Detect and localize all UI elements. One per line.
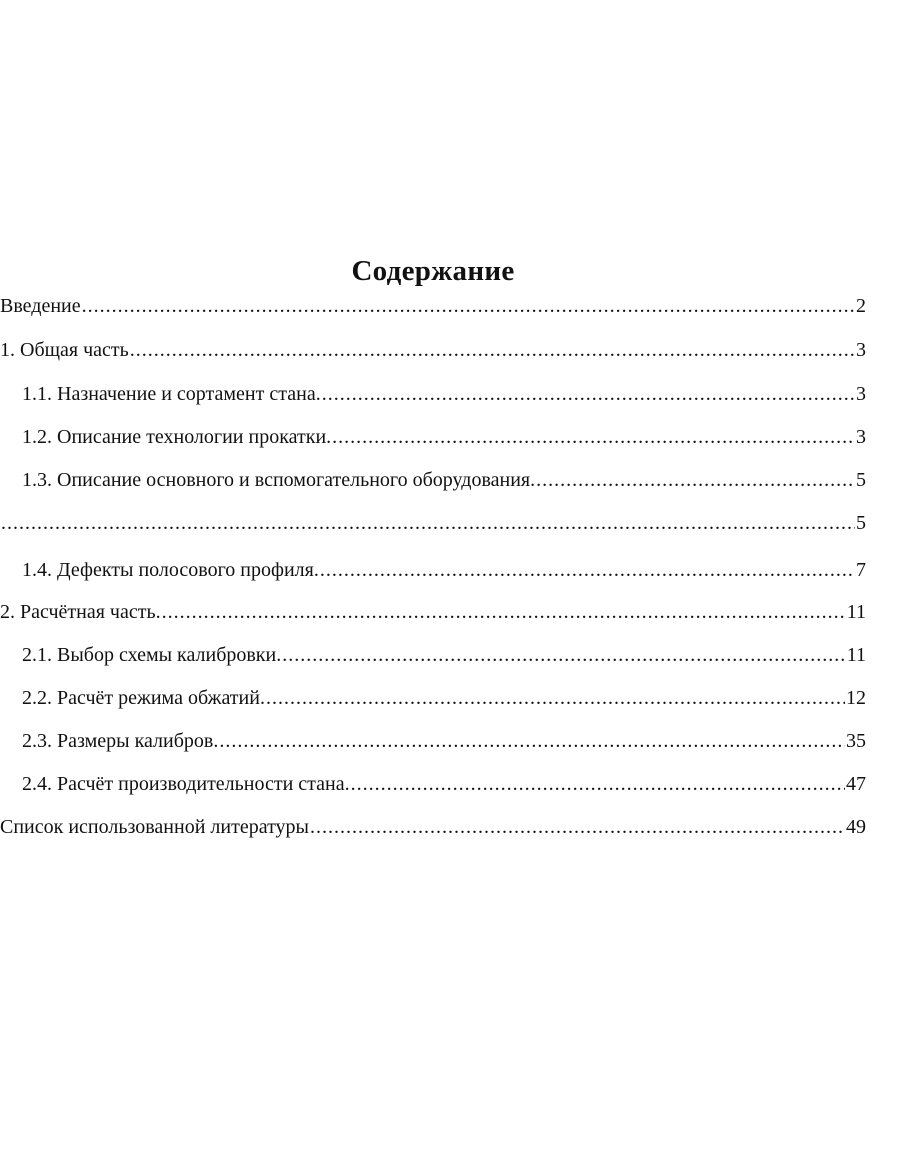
toc-page-number: 3 — [856, 383, 866, 405]
toc-dot-leader — [266, 683, 845, 713]
toc-dot-leader — [322, 379, 855, 409]
toc-page-number: 12 — [846, 687, 866, 709]
document-title: Содержание — [351, 255, 515, 287]
toc-entry-calibration-scheme — [22, 640, 866, 670]
toc-entry-continuation — [0, 508, 866, 538]
toc-dot-leader — [130, 335, 855, 365]
toc-entry-equipment — [22, 465, 866, 495]
toc-dot-leader — [1, 508, 855, 538]
toc-entry-label: 1.4. Дефекты полосового профиля. — [22, 559, 319, 581]
toc-entry-mill-productivity — [22, 769, 866, 799]
toc-entry-bibliography — [0, 812, 866, 842]
toc-entry-reduction-mode — [22, 683, 866, 713]
toc-dot-leader — [351, 769, 845, 799]
toc-page-number: 3 — [856, 339, 866, 361]
toc-entry-purpose — [22, 379, 866, 409]
toc-entry-label: 1. Общая часть — [0, 339, 129, 361]
toc-page-number: 11 — [846, 644, 866, 666]
toc-entry-label: 2.3. Размеры калибров. — [22, 730, 219, 752]
toc-dot-leader — [332, 422, 855, 452]
toc-entry-rolling-technology — [22, 422, 866, 452]
toc-entry-label: 2.4. Расчёт производительности стана. — [22, 773, 350, 795]
toc-entry-caliber-sizes — [22, 726, 866, 756]
toc-page-number: 47 — [846, 773, 866, 795]
toc-page-number: 2 — [856, 295, 866, 317]
toc-dot-leader — [320, 555, 855, 585]
toc-entry-profile-defects — [22, 555, 866, 585]
toc-dot-leader — [82, 291, 855, 321]
toc-entry-introduction — [0, 291, 866, 321]
toc-entry-calculation-part — [0, 597, 866, 627]
toc-page-number: 5 — [856, 469, 866, 491]
toc-page-number: 35 — [846, 730, 866, 752]
toc-entry-label: Введение — [0, 295, 81, 317]
toc-page-number: 11 — [846, 601, 866, 623]
toc-page-number: 49 — [846, 816, 866, 838]
toc-entry-label: 1.1. Назначение и сортамент стана. — [22, 383, 321, 405]
toc-dot-leader — [162, 597, 846, 627]
toc-dot-leader — [310, 812, 845, 842]
toc-entry-label: 2. Расчётная часть. — [0, 601, 161, 623]
toc-entry-label: 2.2. Расчёт режима обжатий. — [22, 687, 265, 709]
toc-entry-label: 1.3. Описание основного и вспомогательного оборудования. — [22, 469, 536, 491]
toc-entry-general-part — [0, 335, 866, 365]
toc-page-number: 5 — [856, 512, 866, 534]
toc-page-number: 3 — [856, 426, 866, 448]
toc-entry-label: Список использованной литературы — [0, 816, 309, 838]
toc-dot-leader — [282, 640, 846, 670]
toc-entry-label: 1.2. Описание технологии прокатки. — [22, 426, 332, 448]
toc-entry-label: 2.1. Выбор схемы калибровки. — [22, 644, 282, 666]
toc-dot-leader — [219, 726, 845, 756]
toc-dot-leader — [536, 465, 855, 495]
toc-page-number: 7 — [856, 559, 866, 581]
